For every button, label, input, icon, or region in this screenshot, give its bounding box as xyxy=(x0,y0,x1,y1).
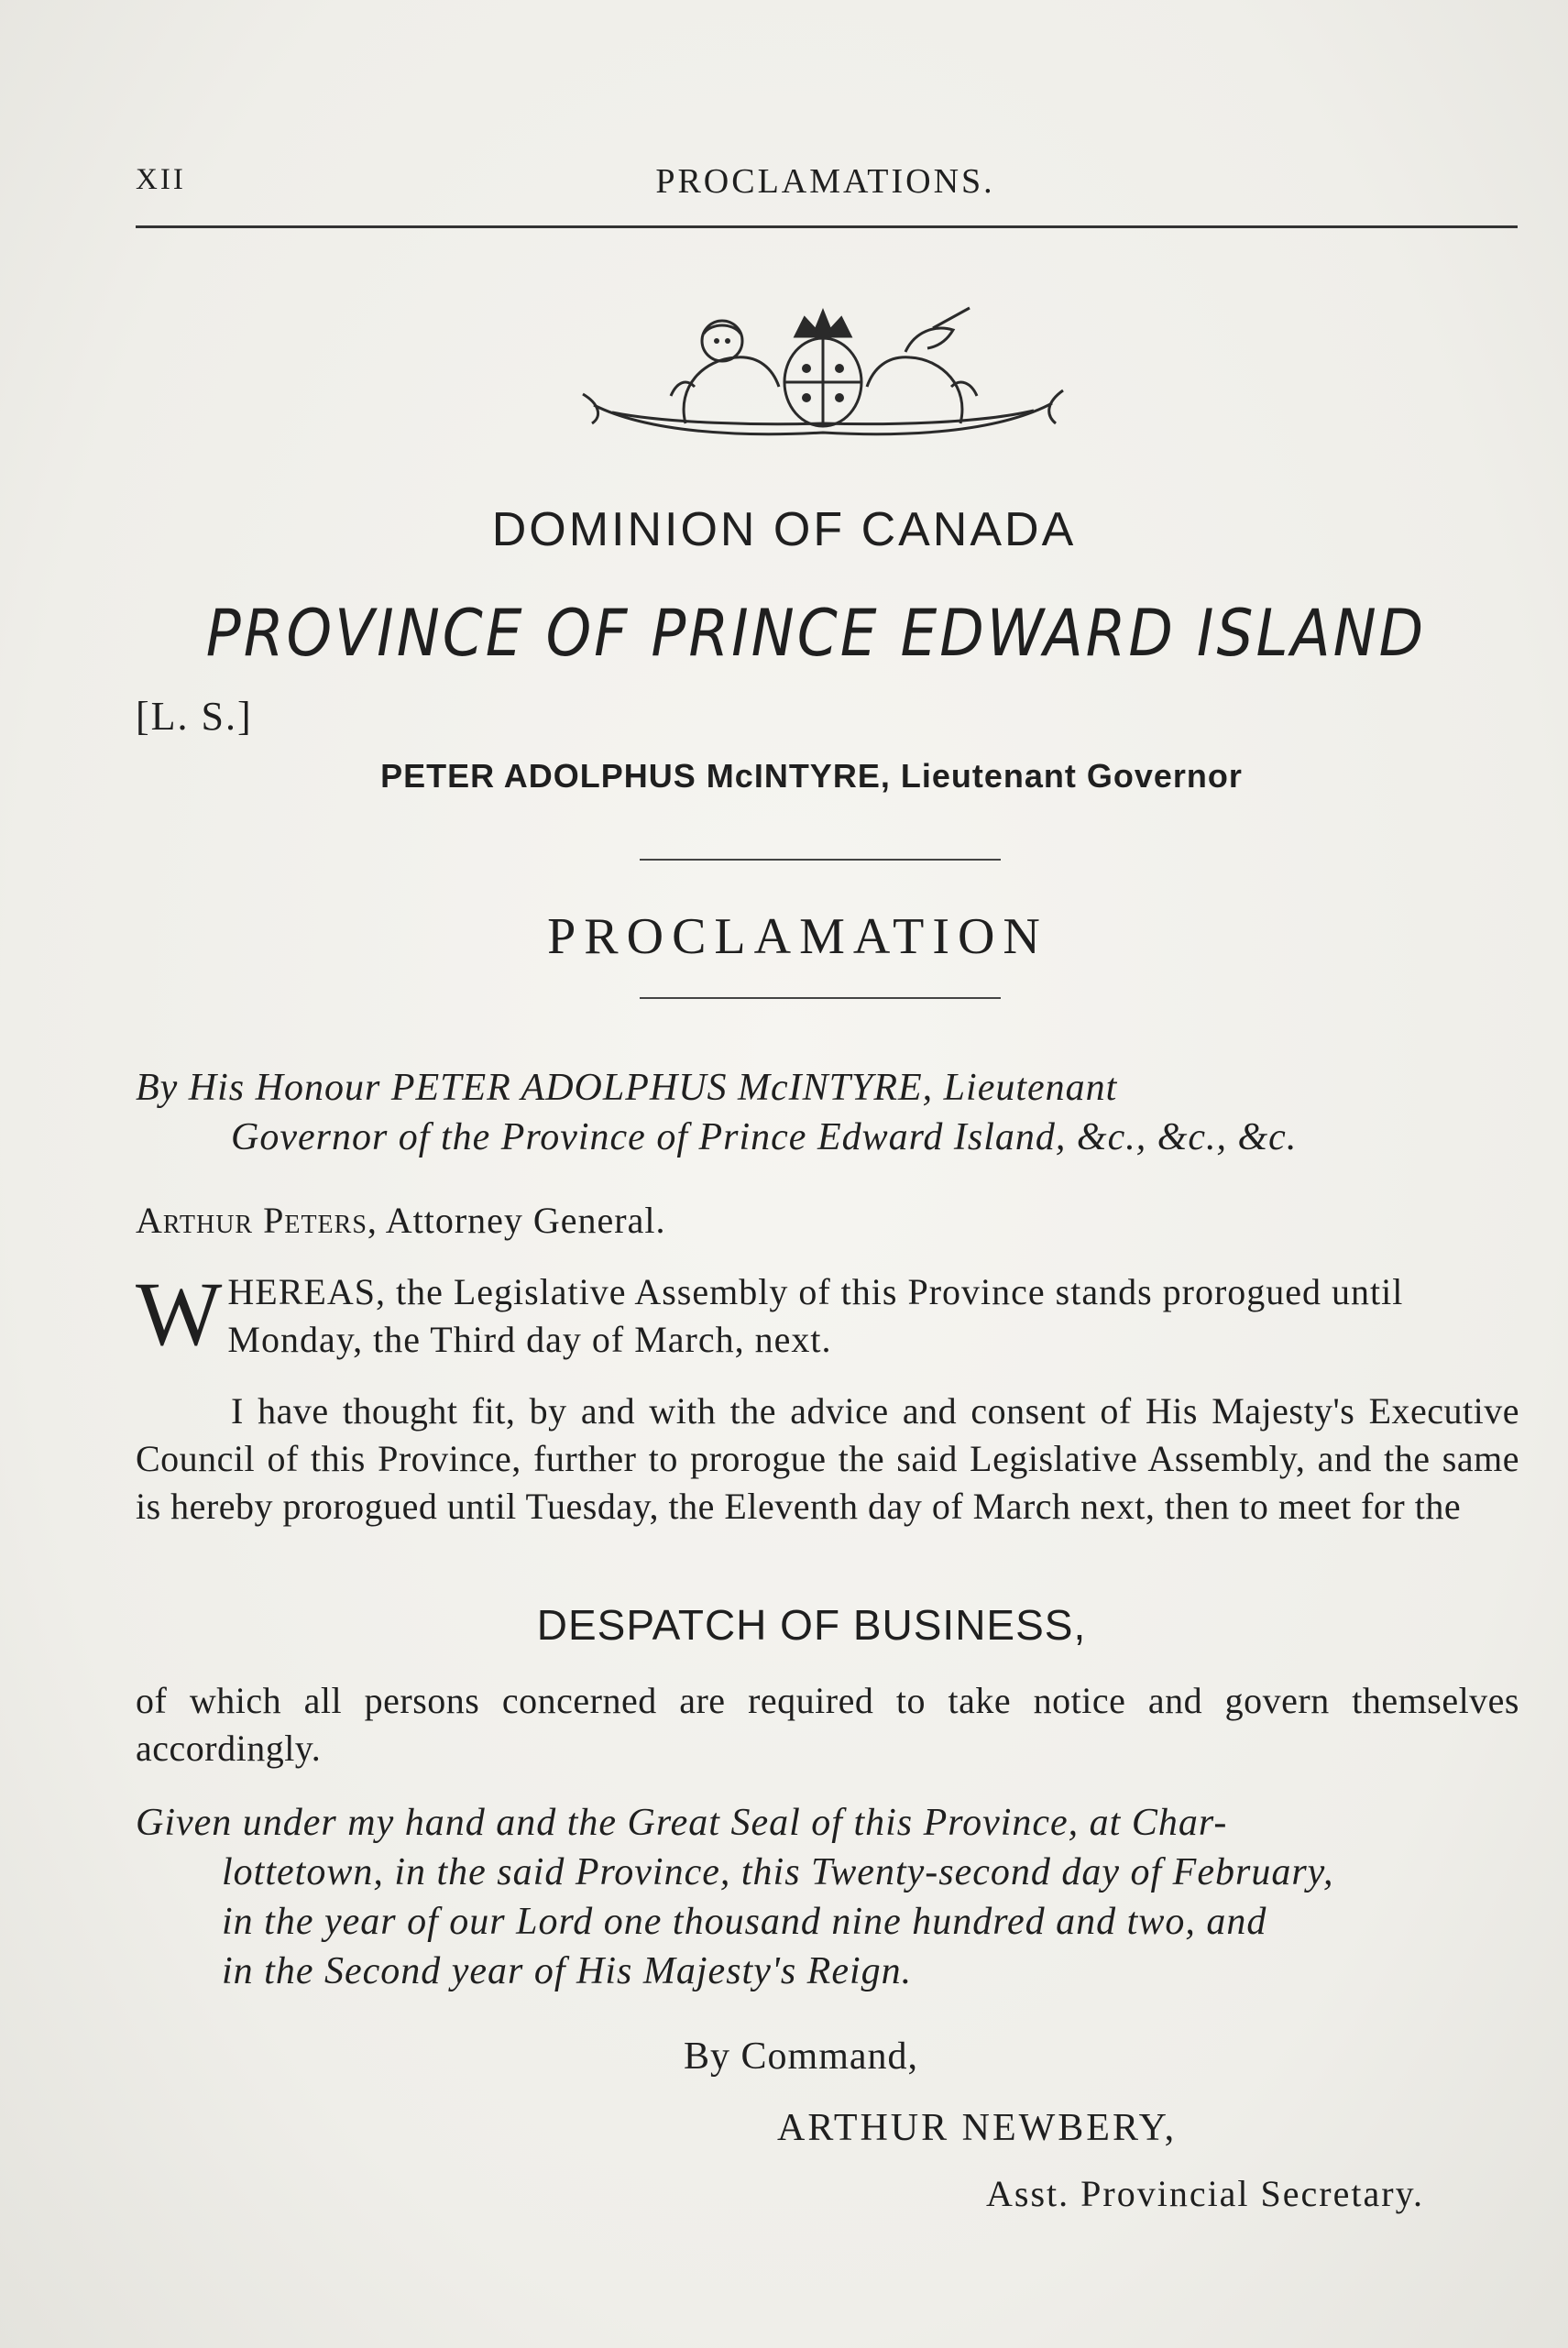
drop-cap: W xyxy=(136,1263,223,1365)
attorney-name: Arthur Peters xyxy=(136,1200,367,1241)
given-line-1: Given under my hand and the Great Seal of this Province, at Char- xyxy=(136,1802,1228,1844)
divider-rule-bottom xyxy=(640,997,1001,999)
header-rule xyxy=(136,225,1518,228)
whereas-text: HEREAS, the Legislative Assembly of this Province stands prorogued until Monday, the Third day of March, next. xyxy=(227,1271,1404,1360)
prorogation-paragraph: I have thought fit, by and with the advice and consent of His Majesty's Executive Council of this Province, further to prorogue the said Legislative Assembly, and the same is hereby prorogued until Tuesday, the Eleventh day of March next, then to meet for the xyxy=(136,1390,1519,1527)
whereas-paragraph xyxy=(136,1263,1519,1365)
province-heading: PROVINCE OF PRINCE EDWARD ISLAND xyxy=(205,596,1427,671)
governor-line: PETER ADOLPHUS McINTYRE, Lieutenant Governor xyxy=(380,757,1243,795)
attorney-general-line xyxy=(136,1199,665,1242)
given-under-hand xyxy=(136,1798,1519,1996)
preamble xyxy=(136,1063,1519,1162)
dominion-heading: DOMINION OF CANADA xyxy=(491,503,1077,556)
divider-rule-top xyxy=(640,859,1001,861)
by-command: By Command, xyxy=(684,2035,919,2078)
notice-paragraph: of which all persons concerned are required to take notice and govern themselves accordingly. xyxy=(136,1680,1519,1769)
seal-mark: [L. S.] xyxy=(136,694,253,739)
given-line-3: in the year of our Lord one thousand nine hundred and two, and xyxy=(222,1901,1267,1943)
preamble-line-2: Governor of the Province of Prince Edward Island, &c., &c., &c. xyxy=(231,1116,1298,1158)
proclamation-heading: PROCLAMATION xyxy=(547,908,1048,965)
signatory-title: Asst. Provincial Secretary. xyxy=(986,2173,1424,2214)
page-number: XII xyxy=(136,163,186,196)
given-line-2: lottetown, in the said Province, this Twenty-second day of February, xyxy=(222,1851,1334,1893)
attorney-title: , Attorney General. xyxy=(367,1200,666,1241)
preamble-line-1: By His Honour PETER ADOLPHUS McINTYRE, Lieutenant xyxy=(136,1067,1118,1109)
signatory-name: ARTHUR NEWBERY, xyxy=(777,2107,1178,2149)
given-line-4: in the Second year of His Majesty's Reign. xyxy=(222,1950,913,1992)
running-head: PROCLAMATIONS. xyxy=(655,162,995,201)
despatch-heading: DESPATCH OF BUSINESS, xyxy=(536,1601,1087,1649)
royal-coat-of-arms-crest xyxy=(576,295,1070,442)
